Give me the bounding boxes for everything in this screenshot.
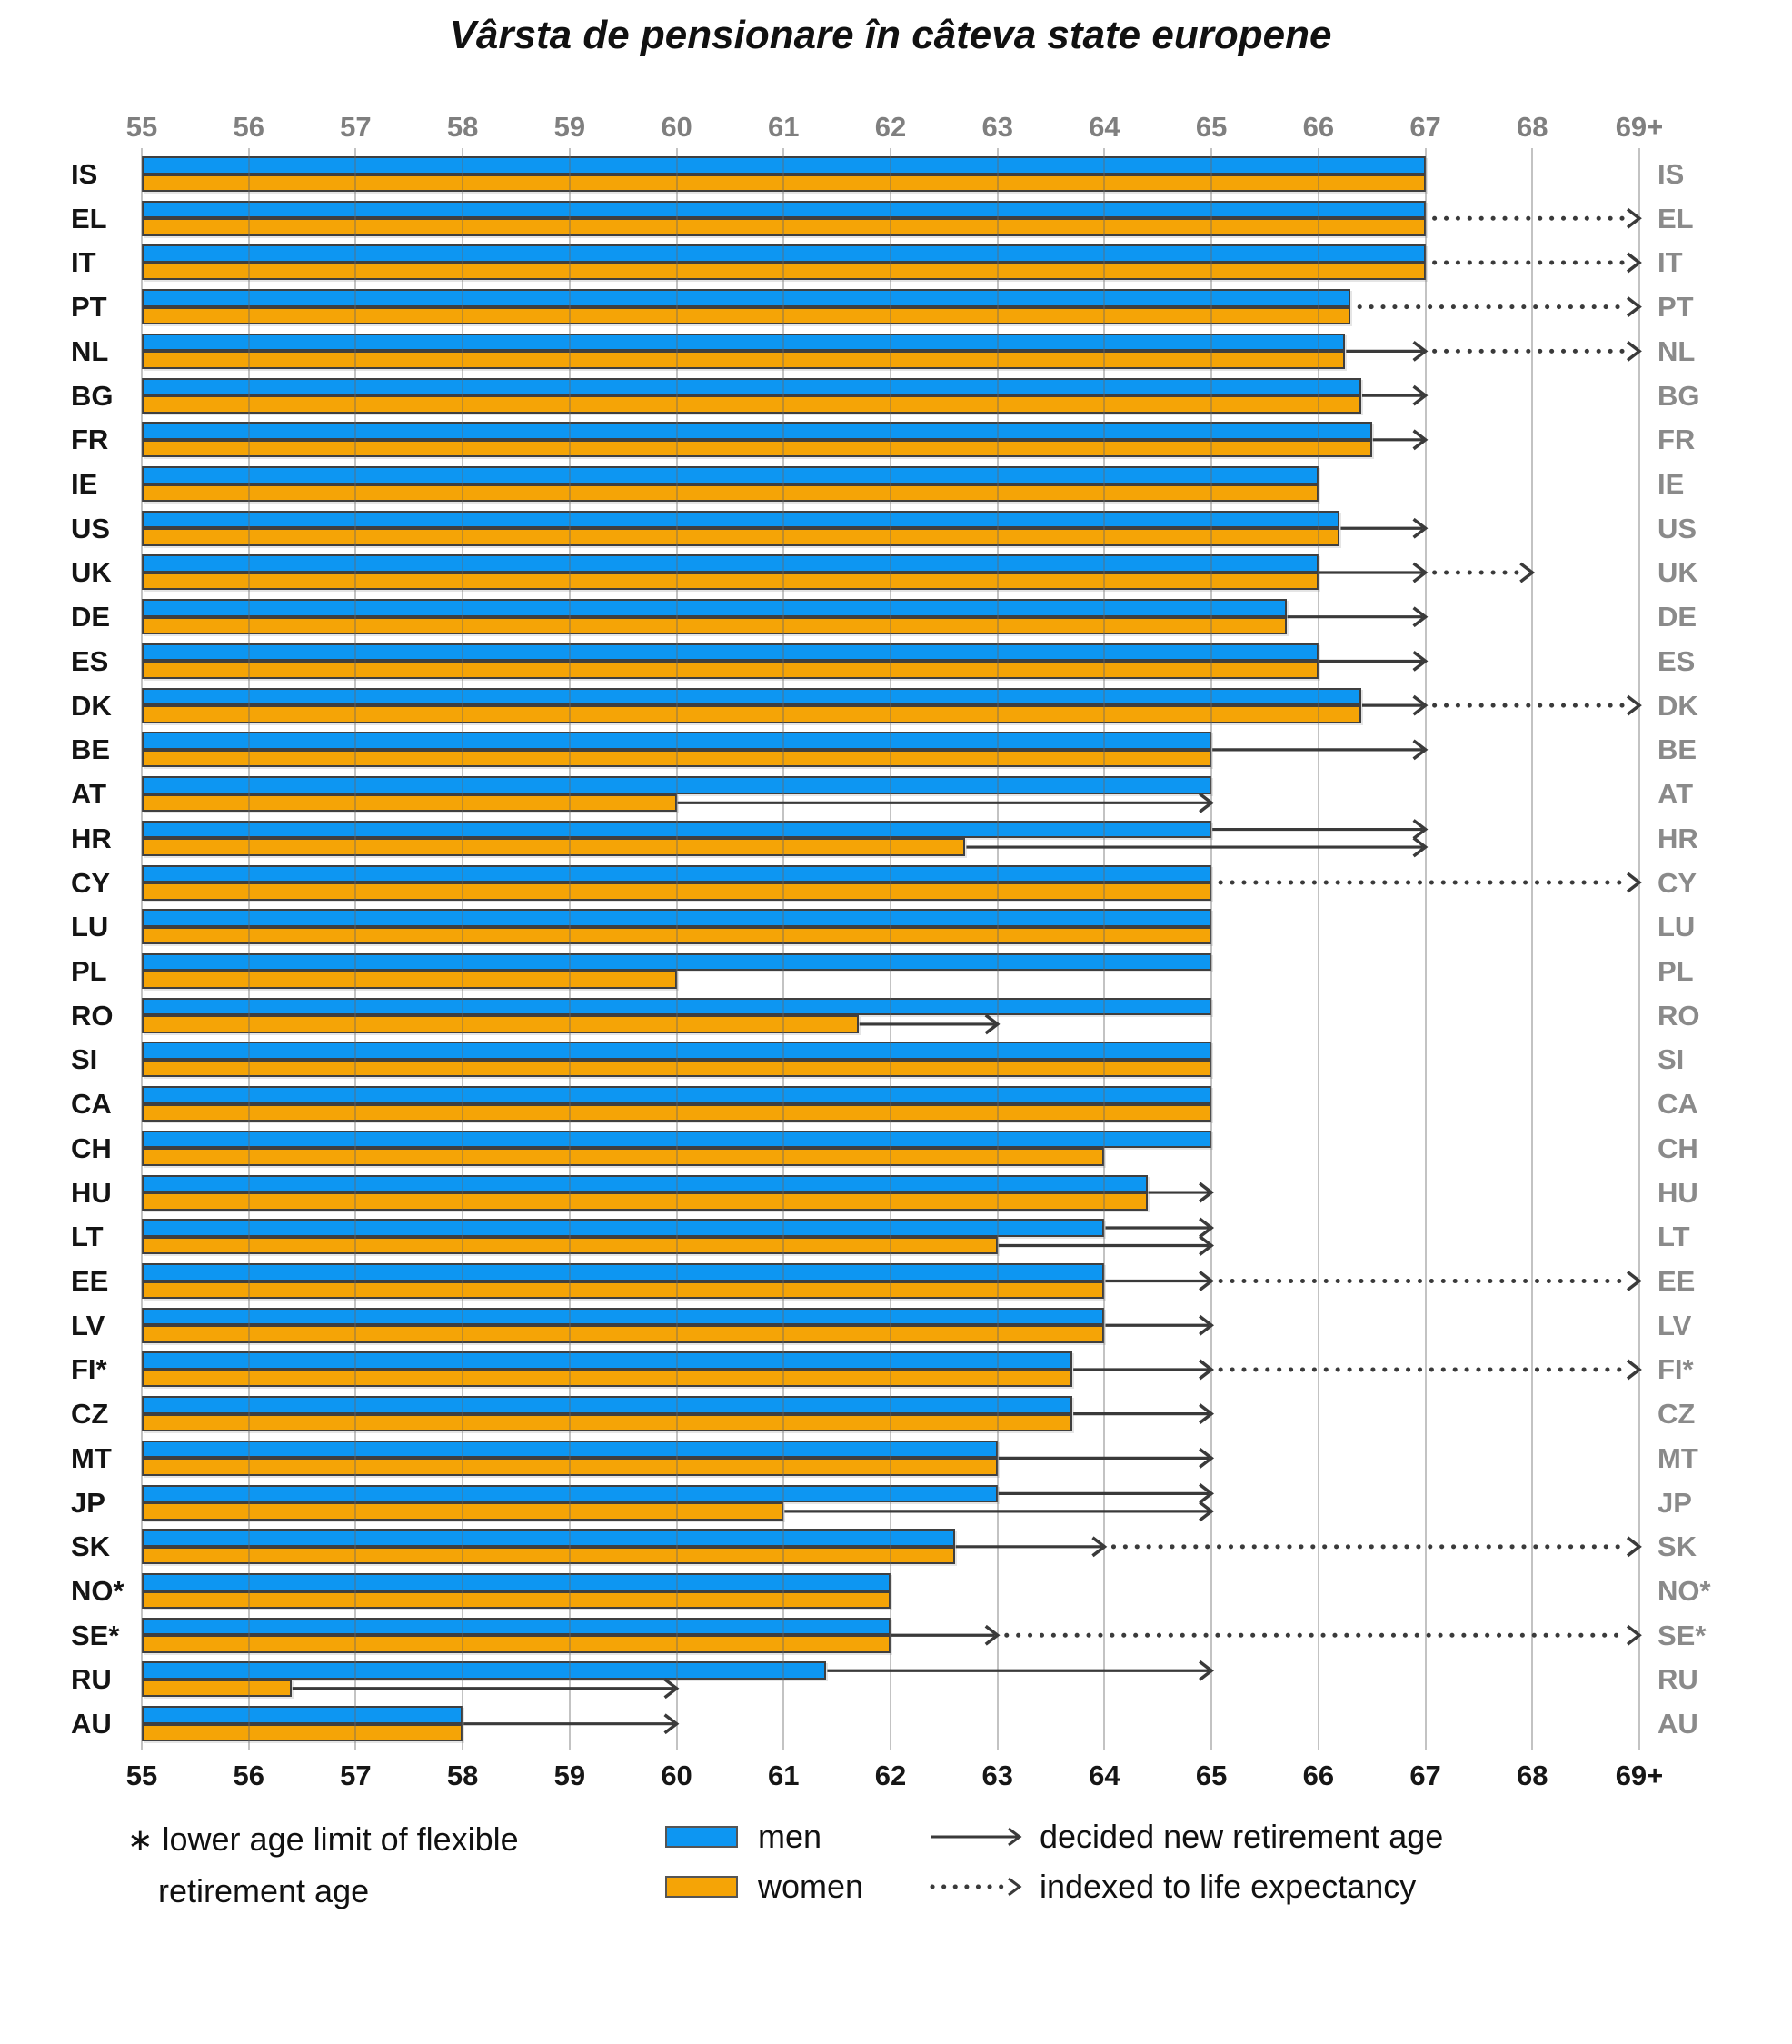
country-label-right-EL: EL (1658, 202, 1694, 234)
series-legend (665, 1818, 864, 1924)
women-bar-CZ (142, 1414, 1072, 1432)
legend-dotted-arrow-row (929, 1870, 1443, 1903)
country-label-right-BG: BG (1658, 379, 1700, 412)
country-label-left-LV: LV (71, 1309, 105, 1341)
men-bar-UK (142, 554, 1319, 573)
country-label-right-AU: AU (1658, 1708, 1698, 1740)
x-tick-bottom-59: 59 (553, 1760, 586, 1791)
legend-men-row (665, 1818, 863, 1855)
women-bar-PL (142, 971, 677, 989)
solid-arrow-label: decided new retirement age (1040, 1818, 1444, 1855)
country-label-right-HU: HU (1658, 1176, 1698, 1209)
men-bar-SK (142, 1529, 955, 1547)
x-tick-bottom-67: 67 (1409, 1760, 1441, 1791)
country-label-right-AT: AT (1658, 778, 1694, 811)
men-bar-ES (142, 643, 1319, 662)
women-bar-AT (142, 794, 677, 813)
country-label-left-BG: BG (71, 379, 114, 412)
women-bar-AU (142, 1724, 463, 1742)
country-label-left-DK: DK (71, 689, 112, 722)
country-label-left-PT: PT (71, 291, 107, 324)
gridline-60 (676, 148, 678, 1750)
country-label-left-CH: CH (71, 1132, 112, 1164)
x-tick-bottom-65: 65 (1195, 1760, 1228, 1791)
women-bar-UK (142, 573, 1319, 591)
country-label-left-NO*: NO* (71, 1575, 124, 1608)
country-label-right-PL: PL (1658, 954, 1694, 987)
country-label-right-DE: DE (1658, 601, 1697, 633)
x-tick-top-59: 59 (553, 111, 586, 143)
men-bar-RU (142, 1661, 826, 1680)
country-label-right-LT: LT (1658, 1221, 1690, 1253)
women-swatch-icon (665, 1876, 738, 1898)
country-label-left-SK: SK (71, 1531, 111, 1563)
country-label-left-SE*: SE* (71, 1619, 120, 1651)
gridline-55 (141, 148, 143, 1750)
gridline-61 (782, 148, 784, 1750)
x-tick-top-58: 58 (446, 111, 479, 143)
country-label-left-AU: AU (71, 1708, 112, 1740)
women-bar-SE* (142, 1635, 891, 1653)
x-tick-bottom-66: 66 (1302, 1760, 1335, 1791)
men-bar-LT (142, 1219, 1104, 1237)
asterisk-symbol: ∗ (127, 1823, 154, 1858)
gridline-63 (997, 148, 999, 1750)
men-bar-NL (142, 334, 1345, 352)
men-bar-DK (142, 688, 1361, 706)
women-bar-FI* (142, 1370, 1072, 1388)
gridline-68 (1531, 148, 1533, 1750)
country-label-right-IS: IS (1658, 158, 1685, 190)
women-bar-NL (142, 351, 1345, 369)
x-tick-bottom-56: 56 (233, 1760, 264, 1791)
country-label-left-LU: LU (71, 911, 109, 943)
country-label-left-AT: AT (71, 778, 107, 811)
country-label-left-RO: RO (71, 999, 114, 1032)
x-tick-top-60: 60 (661, 111, 692, 143)
arrow-legend (929, 1820, 1443, 1920)
country-label-left-SI: SI (71, 1043, 98, 1076)
x-tick-top-68: 68 (1517, 111, 1548, 143)
gridline-62 (890, 148, 891, 1750)
gridline-56 (248, 148, 250, 1750)
women-bar-HR (142, 838, 965, 856)
country-label-left-JP: JP (71, 1486, 105, 1519)
x-tick-top-66: 66 (1302, 111, 1335, 143)
men-bar-CZ (142, 1396, 1072, 1414)
x-tick-top-65: 65 (1195, 111, 1228, 143)
country-label-left-PL: PL (71, 954, 107, 987)
men-bar-FR (142, 422, 1372, 440)
country-label-right-CY: CY (1658, 866, 1697, 899)
women-bar-ES (142, 661, 1319, 679)
women-bar-LV (142, 1325, 1104, 1343)
women-bar-PT (142, 307, 1350, 325)
country-label-left-ES: ES (71, 644, 109, 677)
x-tick-top-62: 62 (874, 111, 907, 143)
country-label-right-UK: UK (1658, 556, 1698, 589)
country-label-right-IE: IE (1658, 468, 1685, 501)
women-bar-RU (142, 1680, 292, 1698)
country-label-left-LT: LT (71, 1221, 104, 1253)
flexible-age-note (127, 1814, 519, 1916)
country-label-right-RO: RO (1658, 999, 1700, 1032)
country-label-right-SK: SK (1658, 1531, 1697, 1563)
women-bar-EE (142, 1281, 1104, 1300)
country-label-right-SE*: SE* (1658, 1619, 1707, 1651)
gridline-64 (1103, 148, 1105, 1750)
country-label-right-IT: IT (1658, 246, 1683, 279)
country-label-left-IT: IT (71, 246, 96, 279)
country-label-left-CA: CA (71, 1088, 112, 1121)
men-bar-AU (142, 1706, 463, 1724)
country-label-right-SI: SI (1658, 1043, 1685, 1076)
country-label-left-NL: NL (71, 334, 109, 367)
men-bar-DE (142, 599, 1287, 617)
x-tick-bottom-58: 58 (446, 1760, 479, 1791)
country-label-right-RU: RU (1658, 1663, 1698, 1696)
country-label-right-US: US (1658, 512, 1697, 544)
x-tick-top-67: 67 (1409, 111, 1441, 143)
x-tick-bottom-62: 62 (874, 1760, 907, 1791)
women-bar-NO* (142, 1591, 891, 1610)
dotted-arrow-label: indexed to life expectancy (1040, 1868, 1417, 1905)
men-swatch-icon (665, 1826, 738, 1848)
x-tick-top-63: 63 (981, 111, 1013, 143)
gridline-57 (354, 148, 356, 1750)
country-label-left-EE: EE (71, 1265, 109, 1297)
country-label-right-LU: LU (1658, 911, 1696, 943)
country-label-left-UK: UK (71, 556, 112, 589)
x-tick-top-55: 55 (125, 111, 158, 143)
women-bar-SK (142, 1547, 955, 1565)
country-label-left-CZ: CZ (71, 1398, 109, 1431)
country-label-right-DK: DK (1658, 689, 1698, 722)
dotted-arrow-icon (929, 1873, 1027, 1900)
women-bar-BG (142, 395, 1361, 414)
solid-arrow-icon (929, 1823, 1027, 1850)
women-bar-CH (142, 1148, 1104, 1166)
gridline-59 (569, 148, 571, 1750)
country-label-right-MT: MT (1658, 1441, 1698, 1474)
men-label: men (758, 1818, 822, 1855)
x-tick-bottom-68: 68 (1517, 1760, 1548, 1791)
country-label-left-HU: HU (71, 1176, 112, 1209)
men-bar-US (142, 511, 1339, 529)
x-tick-bottom-61: 61 (768, 1760, 800, 1791)
x-tick-top-56: 56 (233, 111, 264, 143)
x-tick-bottom-64: 64 (1089, 1760, 1120, 1791)
women-bar-DK (142, 705, 1361, 723)
country-label-left-FR: FR (71, 424, 109, 456)
country-label-right-NL: NL (1658, 334, 1696, 367)
country-label-right-PT: PT (1658, 291, 1694, 324)
men-bar-SE* (142, 1618, 891, 1636)
country-label-right-LV: LV (1658, 1309, 1692, 1341)
women-bar-FR (142, 440, 1372, 458)
country-label-right-BE: BE (1658, 733, 1697, 766)
country-label-right-HR: HR (1658, 822, 1698, 854)
x-tick-top-69+: 69+ (1615, 111, 1664, 143)
country-label-left-HR: HR (71, 822, 112, 854)
country-label-right-ES: ES (1658, 644, 1696, 677)
country-label-left-DE: DE (71, 601, 111, 633)
x-tick-bottom-55: 55 (125, 1760, 158, 1791)
country-label-left-RU: RU (71, 1663, 112, 1696)
gridline-65 (1210, 148, 1212, 1750)
country-label-right-NO*: NO* (1658, 1575, 1711, 1608)
x-tick-bottom-57: 57 (340, 1760, 372, 1791)
note-text-2: retirement age (158, 1872, 370, 1909)
country-label-right-FR: FR (1658, 424, 1696, 456)
gridline-58 (462, 148, 463, 1750)
note-text-1: lower age limit of flexible (162, 1820, 519, 1858)
x-tick-bottom-60: 60 (661, 1760, 692, 1791)
chart-title: Vârsta de pensionare în câteva state europene (449, 13, 1332, 57)
country-label-left-MT: MT (71, 1441, 112, 1474)
legend-solid-arrow-row (929, 1820, 1443, 1853)
country-label-right-JP: JP (1658, 1486, 1692, 1519)
women-bar-US (142, 528, 1339, 546)
men-bar-NO* (142, 1573, 891, 1591)
men-bar-BG (142, 378, 1361, 396)
country-label-right-CA: CA (1658, 1088, 1698, 1121)
men-bar-PT (142, 289, 1350, 307)
x-tick-top-61: 61 (768, 111, 800, 143)
women-bar-DE (142, 617, 1287, 635)
country-label-left-US: US (71, 512, 111, 544)
x-tick-bottom-63: 63 (981, 1760, 1013, 1791)
women-bar-IE (142, 484, 1319, 503)
country-label-right-CH: CH (1658, 1132, 1698, 1164)
x-tick-top-64: 64 (1089, 111, 1120, 143)
country-label-left-IS: IS (71, 158, 98, 190)
men-bar-EE (142, 1263, 1104, 1281)
note-line-1 (127, 1814, 519, 1866)
country-label-right-FI*: FI* (1658, 1353, 1694, 1386)
gridline-67 (1425, 148, 1427, 1750)
country-label-left-EL: EL (71, 202, 107, 234)
x-tick-bottom-69+: 69+ (1615, 1760, 1664, 1791)
country-label-right-EE: EE (1658, 1265, 1696, 1297)
country-label-left-IE: IE (71, 468, 98, 501)
country-label-right-CZ: CZ (1658, 1398, 1696, 1431)
legend-women-row (665, 1868, 864, 1905)
x-tick-top-57: 57 (340, 111, 372, 143)
gridline-69+ (1638, 148, 1640, 1750)
country-label-left-BE: BE (71, 733, 111, 766)
gridline-66 (1318, 148, 1319, 1750)
men-bar-IE (142, 466, 1319, 484)
country-label-left-CY: CY (71, 866, 111, 899)
country-label-left-FI*: FI* (71, 1353, 107, 1386)
women-label: women (758, 1868, 864, 1905)
men-bar-FI* (142, 1351, 1072, 1370)
men-bar-LV (142, 1308, 1104, 1326)
